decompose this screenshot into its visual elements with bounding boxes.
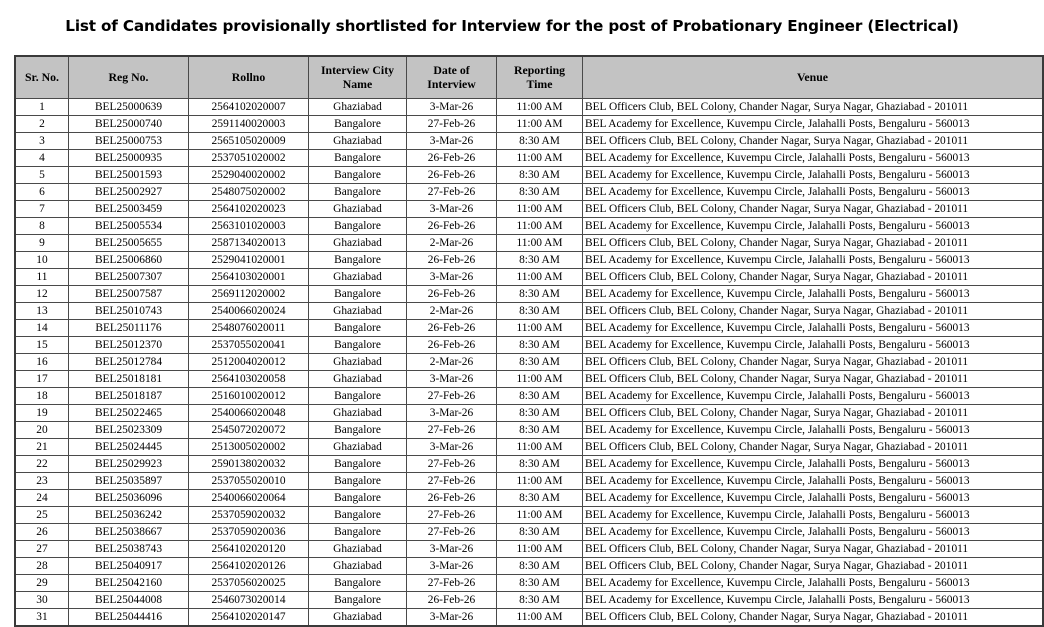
cell-reporting-time: 8:30 AM: [497, 524, 583, 541]
cell-reporting-time: 8:30 AM: [497, 456, 583, 473]
cell-date-of-interview: 27-Feb-26: [407, 524, 497, 541]
cell-rollno: 2516010020012: [189, 388, 309, 405]
cell-interview-city: Bangalore: [309, 337, 407, 354]
cell-rollno: 2563101020003: [189, 218, 309, 235]
cell-reg-no: BEL25029923: [69, 456, 189, 473]
cell-reporting-time: 11:00 AM: [497, 609, 583, 627]
cell-sr-no: 15: [15, 337, 69, 354]
cell-reg-no: BEL25036242: [69, 507, 189, 524]
cell-interview-city: Ghaziabad: [309, 303, 407, 320]
cell-reg-no: BEL25006860: [69, 252, 189, 269]
cell-rollno: 2545072020072: [189, 422, 309, 439]
cell-date-of-interview: 26-Feb-26: [407, 320, 497, 337]
cell-rollno: 2537055020041: [189, 337, 309, 354]
table-row: [15, 235, 1043, 252]
cell-rollno: 2590138020032: [189, 456, 309, 473]
cell-reporting-time: 8:30 AM: [497, 558, 583, 575]
cell-rollno: 2591140020003: [189, 116, 309, 133]
cell-reg-no: BEL25007307: [69, 269, 189, 286]
column-header-date-line2: Interview: [427, 76, 476, 91]
table-row: [15, 524, 1043, 541]
page-title: List of Candidates provisionally shortlisted for Interview for the post of Probationary Engineer (Electrical): [65, 17, 959, 35]
table-row: [15, 116, 1043, 133]
cell-date-of-interview: 3-Mar-26: [407, 99, 497, 116]
cell-rollno: 2529041020001: [189, 252, 309, 269]
cell-rollno: 2564102020023: [189, 201, 309, 218]
cell-interview-city: Ghaziabad: [309, 405, 407, 422]
cell-venue: BEL Academy for Excellence, Kuvempu Circle, Jalahalli Posts, Bengaluru - 560013: [583, 524, 1044, 541]
cell-reporting-time: 8:30 AM: [497, 388, 583, 405]
cell-reg-no: BEL25005534: [69, 218, 189, 235]
cell-rollno: 2529040020002: [189, 167, 309, 184]
cell-sr-no: 17: [15, 371, 69, 388]
cell-date-of-interview: 27-Feb-26: [407, 575, 497, 592]
cell-interview-city: Bangalore: [309, 473, 407, 490]
table-row: [15, 592, 1043, 609]
cell-sr-no: 22: [15, 456, 69, 473]
column-header-sr-no: Sr. No.: [15, 56, 69, 99]
cell-venue: BEL Officers Club, BEL Colony, Chander Nagar, Surya Nagar, Ghaziabad - 201011: [583, 133, 1044, 150]
cell-sr-no: 27: [15, 541, 69, 558]
cell-reg-no: BEL25040917: [69, 558, 189, 575]
table-row: [15, 286, 1043, 303]
cell-venue: BEL Academy for Excellence, Kuvempu Circle, Jalahalli Posts, Bengaluru - 560013: [583, 592, 1044, 609]
cell-date-of-interview: 3-Mar-26: [407, 609, 497, 627]
table-row: [15, 269, 1043, 286]
cell-rollno: 2564103020001: [189, 269, 309, 286]
cell-sr-no: 28: [15, 558, 69, 575]
cell-venue: BEL Academy for Excellence, Kuvempu Circle, Jalahalli Posts, Bengaluru - 560013: [583, 320, 1044, 337]
cell-rollno: 2564102020147: [189, 609, 309, 627]
cell-reg-no: BEL25000935: [69, 150, 189, 167]
cell-reg-no: BEL25003459: [69, 201, 189, 218]
cell-date-of-interview: 27-Feb-26: [407, 116, 497, 133]
cell-interview-city: Bangalore: [309, 575, 407, 592]
cell-rollno: 2513005020002: [189, 439, 309, 456]
cell-venue: BEL Officers Club, BEL Colony, Chander Nagar, Surya Nagar, Ghaziabad - 201011: [583, 303, 1044, 320]
cell-interview-city: Ghaziabad: [309, 541, 407, 558]
cell-rollno: 2548075020002: [189, 184, 309, 201]
cell-date-of-interview: 27-Feb-26: [407, 388, 497, 405]
cell-sr-no: 6: [15, 184, 69, 201]
cell-reporting-time: 8:30 AM: [497, 422, 583, 439]
cell-date-of-interview: 26-Feb-26: [407, 286, 497, 303]
cell-rollno: 2587134020013: [189, 235, 309, 252]
cell-reporting-time: 8:30 AM: [497, 133, 583, 150]
cell-interview-city: Bangalore: [309, 252, 407, 269]
cell-rollno: 2564103020058: [189, 371, 309, 388]
table-body: [15, 99, 1043, 627]
table-row: [15, 609, 1043, 627]
cell-venue: BEL Academy for Excellence, Kuvempu Circle, Jalahalli Posts, Bengaluru - 560013: [583, 422, 1044, 439]
column-header-venue: Venue: [583, 56, 1044, 99]
cell-venue: BEL Academy for Excellence, Kuvempu Circle, Jalahalli Posts, Bengaluru - 560013: [583, 388, 1044, 405]
table-row: [15, 167, 1043, 184]
cell-sr-no: 16: [15, 354, 69, 371]
column-header-date-of-interview: [407, 56, 497, 99]
table-row: [15, 252, 1043, 269]
cell-date-of-interview: 2-Mar-26: [407, 235, 497, 252]
cell-rollno: 2564102020126: [189, 558, 309, 575]
cell-reg-no: BEL25005655: [69, 235, 189, 252]
table-row: [15, 456, 1043, 473]
cell-interview-city: Ghaziabad: [309, 354, 407, 371]
cell-reg-no: BEL25042160: [69, 575, 189, 592]
cell-date-of-interview: 3-Mar-26: [407, 558, 497, 575]
cell-rollno: 2537056020025: [189, 575, 309, 592]
cell-rollno: 2512004020012: [189, 354, 309, 371]
cell-sr-no: 31: [15, 609, 69, 627]
column-header-time-line2: Time: [526, 76, 553, 91]
cell-date-of-interview: 27-Feb-26: [407, 184, 497, 201]
cell-venue: BEL Officers Club, BEL Colony, Chander Nagar, Surya Nagar, Ghaziabad - 201011: [583, 541, 1044, 558]
cell-reporting-time: 8:30 AM: [497, 490, 583, 507]
cell-venue: BEL Officers Club, BEL Colony, Chander Nagar, Surya Nagar, Ghaziabad - 201011: [583, 371, 1044, 388]
cell-sr-no: 23: [15, 473, 69, 490]
cell-venue: BEL Academy for Excellence, Kuvempu Circle, Jalahalli Posts, Bengaluru - 560013: [583, 575, 1044, 592]
table-row: [15, 490, 1043, 507]
table-row: [15, 575, 1043, 592]
cell-interview-city: Bangalore: [309, 320, 407, 337]
table-row: [15, 218, 1043, 235]
cell-venue: BEL Officers Club, BEL Colony, Chander Nagar, Surya Nagar, Ghaziabad - 201011: [583, 201, 1044, 218]
cell-interview-city: Ghaziabad: [309, 609, 407, 627]
cell-reporting-time: 8:30 AM: [497, 405, 583, 422]
table-row: [15, 150, 1043, 167]
table-row: [15, 558, 1043, 575]
cell-date-of-interview: 27-Feb-26: [407, 422, 497, 439]
cell-venue: BEL Academy for Excellence, Kuvempu Circle, Jalahalli Posts, Bengaluru - 560013: [583, 286, 1044, 303]
cell-interview-city: Bangalore: [309, 184, 407, 201]
cell-date-of-interview: 2-Mar-26: [407, 303, 497, 320]
cell-venue: BEL Academy for Excellence, Kuvempu Circle, Jalahalli Posts, Bengaluru - 560013: [583, 167, 1044, 184]
cell-sr-no: 19: [15, 405, 69, 422]
cell-date-of-interview: 26-Feb-26: [407, 337, 497, 354]
table-row: [15, 473, 1043, 490]
cell-interview-city: Ghaziabad: [309, 99, 407, 116]
table-row: [15, 354, 1043, 371]
cell-date-of-interview: 26-Feb-26: [407, 592, 497, 609]
cell-reg-no: BEL25036096: [69, 490, 189, 507]
cell-date-of-interview: 27-Feb-26: [407, 473, 497, 490]
cell-reporting-time: 11:00 AM: [497, 269, 583, 286]
column-header-reg-no: Reg No.: [69, 56, 189, 99]
cell-sr-no: 25: [15, 507, 69, 524]
cell-reg-no: BEL25044008: [69, 592, 189, 609]
cell-rollno: 2540066020024: [189, 303, 309, 320]
cell-interview-city: Bangalore: [309, 286, 407, 303]
cell-venue: BEL Officers Club, BEL Colony, Chander Nagar, Surya Nagar, Ghaziabad - 201011: [583, 405, 1044, 422]
cell-reporting-time: 8:30 AM: [497, 286, 583, 303]
cell-sr-no: 26: [15, 524, 69, 541]
cell-venue: BEL Academy for Excellence, Kuvempu Circle, Jalahalli Posts, Bengaluru - 560013: [583, 218, 1044, 235]
cell-date-of-interview: 3-Mar-26: [407, 201, 497, 218]
cell-date-of-interview: 26-Feb-26: [407, 167, 497, 184]
cell-rollno: 2565105020009: [189, 133, 309, 150]
table-row: [15, 507, 1043, 524]
cell-reg-no: BEL25010743: [69, 303, 189, 320]
candidates-table: [14, 55, 1044, 627]
column-header-rollno: Rollno: [189, 56, 309, 99]
table-row: [15, 184, 1043, 201]
table-row: [15, 422, 1043, 439]
cell-reporting-time: 8:30 AM: [497, 354, 583, 371]
cell-rollno: 2537051020002: [189, 150, 309, 167]
table-row: [15, 320, 1043, 337]
cell-interview-city: Bangalore: [309, 116, 407, 133]
cell-interview-city: Ghaziabad: [309, 235, 407, 252]
cell-rollno: 2546073020014: [189, 592, 309, 609]
cell-venue: BEL Academy for Excellence, Kuvempu Circle, Jalahalli Posts, Bengaluru - 560013: [583, 184, 1044, 201]
cell-reporting-time: 11:00 AM: [497, 150, 583, 167]
cell-rollno: 2564102020120: [189, 541, 309, 558]
cell-interview-city: Bangalore: [309, 592, 407, 609]
cell-rollno: 2548076020011: [189, 320, 309, 337]
cell-interview-city: Bangalore: [309, 150, 407, 167]
cell-sr-no: 14: [15, 320, 69, 337]
cell-reg-no: BEL25000639: [69, 99, 189, 116]
cell-reporting-time: 11:00 AM: [497, 99, 583, 116]
cell-sr-no: 30: [15, 592, 69, 609]
cell-venue: BEL Academy for Excellence, Kuvempu Circle, Jalahalli Posts, Bengaluru - 560013: [583, 490, 1044, 507]
cell-venue: BEL Officers Club, BEL Colony, Chander Nagar, Surya Nagar, Ghaziabad - 201011: [583, 99, 1044, 116]
cell-rollno: 2564102020007: [189, 99, 309, 116]
cell-interview-city: Ghaziabad: [309, 269, 407, 286]
cell-date-of-interview: 26-Feb-26: [407, 490, 497, 507]
cell-reporting-time: 11:00 AM: [497, 473, 583, 490]
cell-interview-city: Bangalore: [309, 388, 407, 405]
table-header: [15, 56, 1043, 99]
cell-reporting-time: 8:30 AM: [497, 337, 583, 354]
cell-interview-city: Bangalore: [309, 524, 407, 541]
cell-interview-city: Bangalore: [309, 507, 407, 524]
cell-date-of-interview: 2-Mar-26: [407, 354, 497, 371]
cell-interview-city: Bangalore: [309, 422, 407, 439]
cell-rollno: 2569112020002: [189, 286, 309, 303]
cell-sr-no: 1: [15, 99, 69, 116]
cell-reporting-time: 8:30 AM: [497, 592, 583, 609]
cell-reg-no: BEL25007587: [69, 286, 189, 303]
cell-reporting-time: 8:30 AM: [497, 303, 583, 320]
cell-venue: BEL Academy for Excellence, Kuvempu Circle, Jalahalli Posts, Bengaluru - 560013: [583, 473, 1044, 490]
column-header-interview-city: [309, 56, 407, 99]
cell-reporting-time: 11:00 AM: [497, 507, 583, 524]
cell-reg-no: BEL25023309: [69, 422, 189, 439]
table-row: [15, 371, 1043, 388]
cell-date-of-interview: 3-Mar-26: [407, 269, 497, 286]
cell-interview-city: Ghaziabad: [309, 439, 407, 456]
cell-reg-no: BEL25011176: [69, 320, 189, 337]
cell-reg-no: BEL25001593: [69, 167, 189, 184]
cell-date-of-interview: 26-Feb-26: [407, 218, 497, 235]
cell-reporting-time: 8:30 AM: [497, 575, 583, 592]
cell-reporting-time: 8:30 AM: [497, 252, 583, 269]
cell-sr-no: 12: [15, 286, 69, 303]
table-row: [15, 201, 1043, 218]
column-header-time-line1: Reporting: [513, 63, 566, 77]
table-row: [15, 337, 1043, 354]
cell-date-of-interview: 3-Mar-26: [407, 405, 497, 422]
cell-venue: BEL Officers Club, BEL Colony, Chander Nagar, Surya Nagar, Ghaziabad - 201011: [583, 235, 1044, 252]
cell-sr-no: 8: [15, 218, 69, 235]
table-row: [15, 439, 1043, 456]
cell-sr-no: 13: [15, 303, 69, 320]
column-header-interview-city-line1: Interview City: [320, 63, 395, 77]
cell-interview-city: Ghaziabad: [309, 201, 407, 218]
cell-interview-city: Bangalore: [309, 167, 407, 184]
cell-rollno: 2540066020048: [189, 405, 309, 422]
cell-date-of-interview: 27-Feb-26: [407, 507, 497, 524]
cell-venue: BEL Academy for Excellence, Kuvempu Circle, Jalahalli Posts, Bengaluru - 560013: [583, 116, 1044, 133]
cell-interview-city: Bangalore: [309, 456, 407, 473]
cell-venue: BEL Officers Club, BEL Colony, Chander Nagar, Surya Nagar, Ghaziabad - 201011: [583, 354, 1044, 371]
cell-interview-city: Ghaziabad: [309, 558, 407, 575]
cell-venue: BEL Academy for Excellence, Kuvempu Circle, Jalahalli Posts, Bengaluru - 560013: [583, 507, 1044, 524]
cell-interview-city: Ghaziabad: [309, 371, 407, 388]
cell-venue: BEL Officers Club, BEL Colony, Chander Nagar, Surya Nagar, Ghaziabad - 201011: [583, 609, 1044, 627]
cell-reporting-time: 11:00 AM: [497, 371, 583, 388]
cell-reg-no: BEL25038667: [69, 524, 189, 541]
cell-sr-no: 3: [15, 133, 69, 150]
cell-date-of-interview: 3-Mar-26: [407, 541, 497, 558]
cell-reg-no: BEL25018181: [69, 371, 189, 388]
table-row: [15, 388, 1043, 405]
cell-rollno: 2537059020032: [189, 507, 309, 524]
cell-reg-no: BEL25038743: [69, 541, 189, 558]
cell-reg-no: BEL25002927: [69, 184, 189, 201]
cell-sr-no: 20: [15, 422, 69, 439]
cell-reg-no: BEL25022465: [69, 405, 189, 422]
cell-reg-no: BEL25035897: [69, 473, 189, 490]
cell-interview-city: Bangalore: [309, 218, 407, 235]
cell-interview-city: Ghaziabad: [309, 133, 407, 150]
cell-date-of-interview: 26-Feb-26: [407, 150, 497, 167]
cell-date-of-interview: 27-Feb-26: [407, 456, 497, 473]
cell-date-of-interview: 3-Mar-26: [407, 439, 497, 456]
cell-date-of-interview: 26-Feb-26: [407, 252, 497, 269]
cell-sr-no: 5: [15, 167, 69, 184]
cell-venue: BEL Officers Club, BEL Colony, Chander Nagar, Surya Nagar, Ghaziabad - 201011: [583, 439, 1044, 456]
cell-reg-no: BEL25000753: [69, 133, 189, 150]
cell-reg-no: BEL25044416: [69, 609, 189, 627]
cell-sr-no: 4: [15, 150, 69, 167]
cell-reg-no: BEL25024445: [69, 439, 189, 456]
cell-sr-no: 24: [15, 490, 69, 507]
table-row: [15, 133, 1043, 150]
cell-reg-no: BEL25000740: [69, 116, 189, 133]
cell-reporting-time: 11:00 AM: [497, 201, 583, 218]
table-row: [15, 405, 1043, 422]
cell-interview-city: Bangalore: [309, 490, 407, 507]
column-header-interview-city-line2: Name: [342, 76, 373, 91]
cell-reporting-time: 11:00 AM: [497, 218, 583, 235]
cell-sr-no: 18: [15, 388, 69, 405]
cell-date-of-interview: 3-Mar-26: [407, 133, 497, 150]
cell-reporting-time: 8:30 AM: [497, 167, 583, 184]
table-header-row: [15, 56, 1043, 99]
cell-sr-no: 7: [15, 201, 69, 218]
cell-reg-no: BEL25018187: [69, 388, 189, 405]
cell-venue: BEL Academy for Excellence, Kuvempu Circle, Jalahalli Posts, Bengaluru - 560013: [583, 337, 1044, 354]
cell-reg-no: BEL25012784: [69, 354, 189, 371]
column-header-date-line1: Date of: [433, 63, 470, 77]
cell-date-of-interview: 3-Mar-26: [407, 371, 497, 388]
cell-rollno: 2540066020064: [189, 490, 309, 507]
cell-venue: BEL Academy for Excellence, Kuvempu Circle, Jalahalli Posts, Bengaluru - 560013: [583, 150, 1044, 167]
candidates-table-container: [14, 55, 1010, 627]
cell-rollno: 2537055020010: [189, 473, 309, 490]
cell-sr-no: 29: [15, 575, 69, 592]
cell-sr-no: 11: [15, 269, 69, 286]
cell-reg-no: BEL25012370: [69, 337, 189, 354]
table-row: [15, 541, 1043, 558]
cell-reporting-time: 11:00 AM: [497, 439, 583, 456]
cell-reporting-time: 11:00 AM: [497, 320, 583, 337]
cell-venue: BEL Officers Club, BEL Colony, Chander Nagar, Surya Nagar, Ghaziabad - 201011: [583, 269, 1044, 286]
cell-reporting-time: 11:00 AM: [497, 116, 583, 133]
cell-venue: BEL Officers Club, BEL Colony, Chander Nagar, Surya Nagar, Ghaziabad - 201011: [583, 558, 1044, 575]
cell-reporting-time: 11:00 AM: [497, 235, 583, 252]
cell-venue: BEL Academy for Excellence, Kuvempu Circle, Jalahalli Posts, Bengaluru - 560013: [583, 456, 1044, 473]
column-header-reporting-time: [497, 56, 583, 99]
cell-reporting-time: 8:30 AM: [497, 184, 583, 201]
cell-reporting-time: 11:00 AM: [497, 541, 583, 558]
cell-rollno: 2537059020036: [189, 524, 309, 541]
cell-sr-no: 10: [15, 252, 69, 269]
table-row: [15, 303, 1043, 320]
cell-venue: BEL Academy for Excellence, Kuvempu Circle, Jalahalli Posts, Bengaluru - 560013: [583, 252, 1044, 269]
cell-sr-no: 21: [15, 439, 69, 456]
table-row: [15, 99, 1043, 116]
cell-sr-no: 9: [15, 235, 69, 252]
cell-sr-no: 2: [15, 116, 69, 133]
